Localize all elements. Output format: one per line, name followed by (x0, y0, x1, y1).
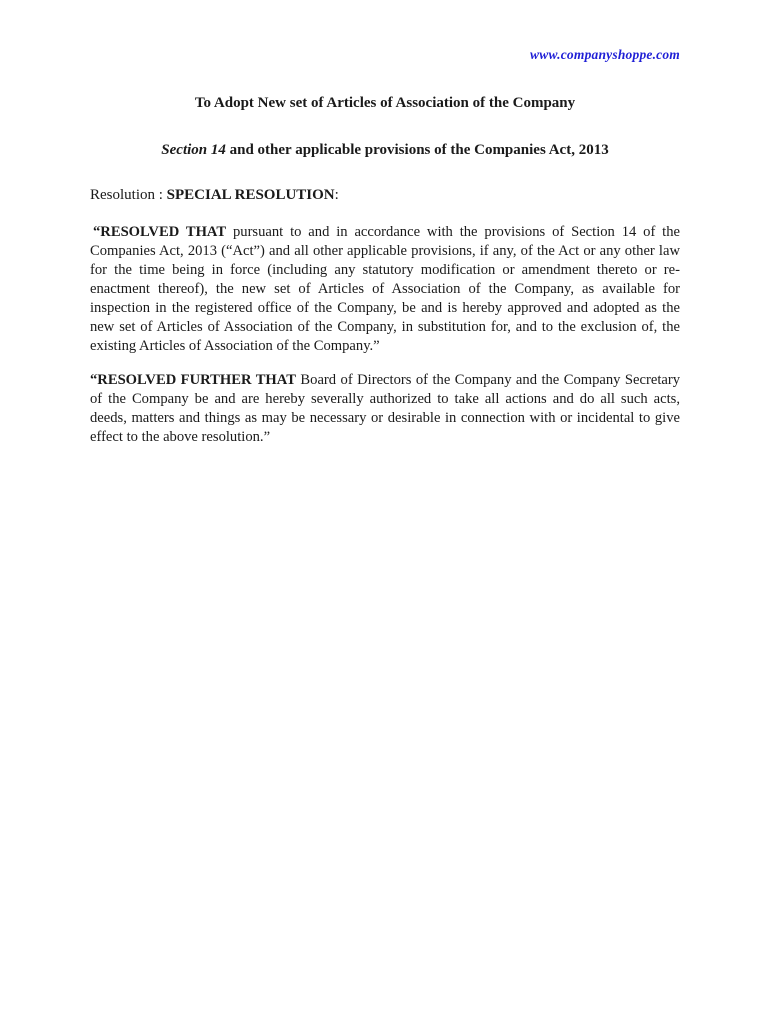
section-description: and other applicable provisions of the Companies Act, 2013 (225, 142, 609, 158)
document-title: To Adopt New set of Articles of Association of the Company (194, 95, 576, 111)
resolution-paragraph-1 (90, 223, 680, 356)
resolution-paragraph-1-body: pursuant to and in accordance with the provisions of Section 14 of the Companies Act, 2013 (“Act”) and all other applicable provisions, if any, of the Act or any other law for the time being in force (including any statutory modification or amendment thereto or re-enactment thereof), the new set of Articles of Association of the Company, as available for inspection in the registered office of the Company, be and is hereby approved and adopted as the new set of Articles of Association of the Company, in substitution for, and to the exclusion of, the existing Articles of Association of the Company.” (90, 224, 680, 354)
resolution-type-line (90, 185, 680, 205)
resolution-paragraph-2 (90, 371, 680, 447)
resolution-label: Resolution : (90, 187, 167, 203)
resolved-further-lead: “RESOLVED FURTHER THAT (90, 372, 296, 388)
resolution-type: SPECIAL RESOLUTION (166, 187, 335, 203)
resolution-suffix: : (334, 187, 339, 203)
website-link[interactable]: www.companyshoppe.com (530, 47, 680, 62)
section-reference (90, 140, 680, 160)
section-number: Section 14 (161, 142, 226, 158)
document-body (90, 93, 680, 462)
resolved-that-lead: “RESOLVED THAT (93, 224, 227, 240)
resolution-paragraph-2-body: Board of Directors of the Company and the Company Secretary of the Company be and are hereby severally authorized to take all actions and do all such acts, deeds, matters and things as may be necessary or desirable in connection with or incidental to give effect to the above resolution.” (90, 372, 681, 445)
